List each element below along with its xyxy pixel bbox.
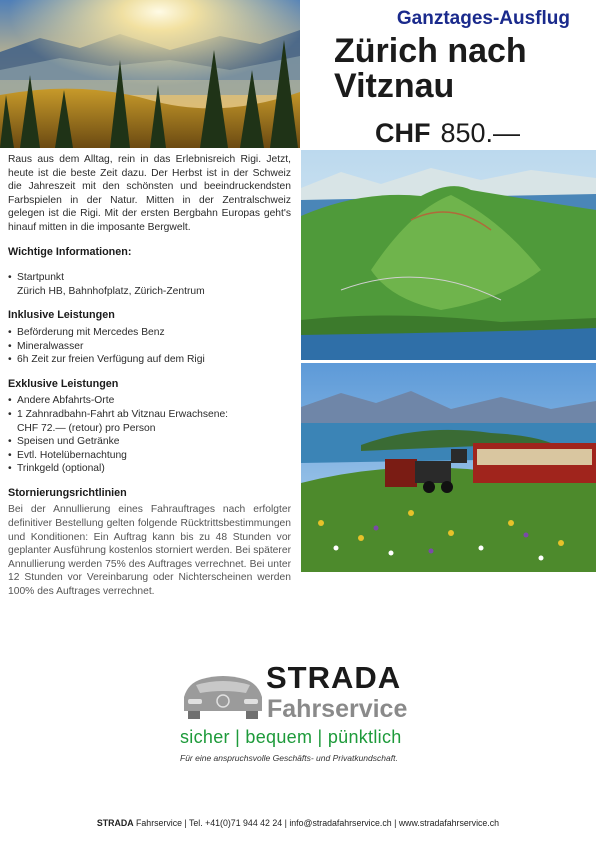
list-item: • 6h Zeit zur freien Verfügung auf dem Rigi xyxy=(8,353,291,367)
sunrise-mountain-photo xyxy=(0,0,300,148)
title-line-2: Vitznau xyxy=(334,67,455,105)
excluded-services-list xyxy=(8,394,291,476)
footer-brand: STRADA xyxy=(96,818,134,828)
car-logo-icon xyxy=(178,663,268,723)
price xyxy=(375,118,520,149)
body-text-column xyxy=(8,153,291,599)
list-item: • Andere Abfahrts-Orte xyxy=(8,394,291,408)
list-item: • Trinkgeld (optional) xyxy=(8,462,291,476)
list-item: • Beförderung mit Mercedes Benz xyxy=(8,326,291,340)
footer-contact xyxy=(0,818,596,828)
cancellation-heading: Stornierungsrichtlinien xyxy=(8,486,127,499)
rigi-cogwheel-train-photo xyxy=(301,363,596,572)
list-item: • Evtl. Hotelübernachtung xyxy=(8,449,291,463)
price-currency: CHF xyxy=(375,118,431,148)
important-info-list xyxy=(8,271,291,298)
intro-paragraph: Raus aus dem Alltag, rein in das Erlebnisreich Rigi. Jetzt, heute ist die beste Zeit dazu. Der Herbst ist in der Schweiz die Jahreszeit mit den schönsten und beeindruckendsten Farbspielen in der Natur. Mitten in der Zentralschweiz gelegen ist die Rigi. Mit der ersten Bergbahn Europas geht's hinauf mitten in die imposante Bergwelt. xyxy=(8,154,291,233)
list-item: • Startpunkt Zürich HB, Bahnhofplatz, Zürich-Zentrum xyxy=(8,271,291,298)
page-title xyxy=(334,34,584,104)
list-item: • Speisen und Getränke xyxy=(8,435,291,449)
footer-contact-details: Fahrservice | Tel. +41(0)71 944 42 24 | info@stradafahrservice.ch | www.stradafahrservice.ch xyxy=(136,818,500,828)
included-services-heading: Inklusive Leistungen xyxy=(8,309,115,322)
trip-type-kicker: Ganztages-Ausflug xyxy=(396,8,570,29)
tagline-subtitle: Für eine anspruchsvolle Geschäfts- und Privatkundschaft. xyxy=(180,753,398,763)
list-item: • 1 Zahnradbahn-Fahrt ab Vitznau Erwachsene: CHF 72.— (retour) pro Person xyxy=(8,408,291,435)
important-info-heading: Wichtige Informationen: xyxy=(8,245,132,258)
excluded-services-heading: Exklusive Leistungen xyxy=(8,377,119,390)
tagline: sicher | bequem | pünktlich xyxy=(180,727,402,747)
cancellation-text: Bei der Annullierung eines Fahrauftrages nach erfolgter definitiver Bestellung gelten folgende Rücktrittsbestimmungen und Konditionen: Ein Auftrag kann bis zu 48 Stunden vor geplanter Ausführung kostenlos storniert werden. Bei späterer Annullierung werden 75% des Auftrages verrechnet. Bei unter 12 Stunden vor Vereinbarung oder Nichterscheinen werden 100% des Auftrages verrechnet. xyxy=(8,504,291,598)
list-item: • Mineralwasser xyxy=(8,340,291,354)
included-services-list xyxy=(8,326,291,367)
price-amount: 850.— xyxy=(440,118,521,148)
logo-subbrand: Fahrservice xyxy=(267,695,408,723)
logo-brand: STRADA xyxy=(266,660,402,695)
rigi-panorama-map-image xyxy=(301,150,596,360)
title-line-1: Zürich nach xyxy=(334,32,527,70)
